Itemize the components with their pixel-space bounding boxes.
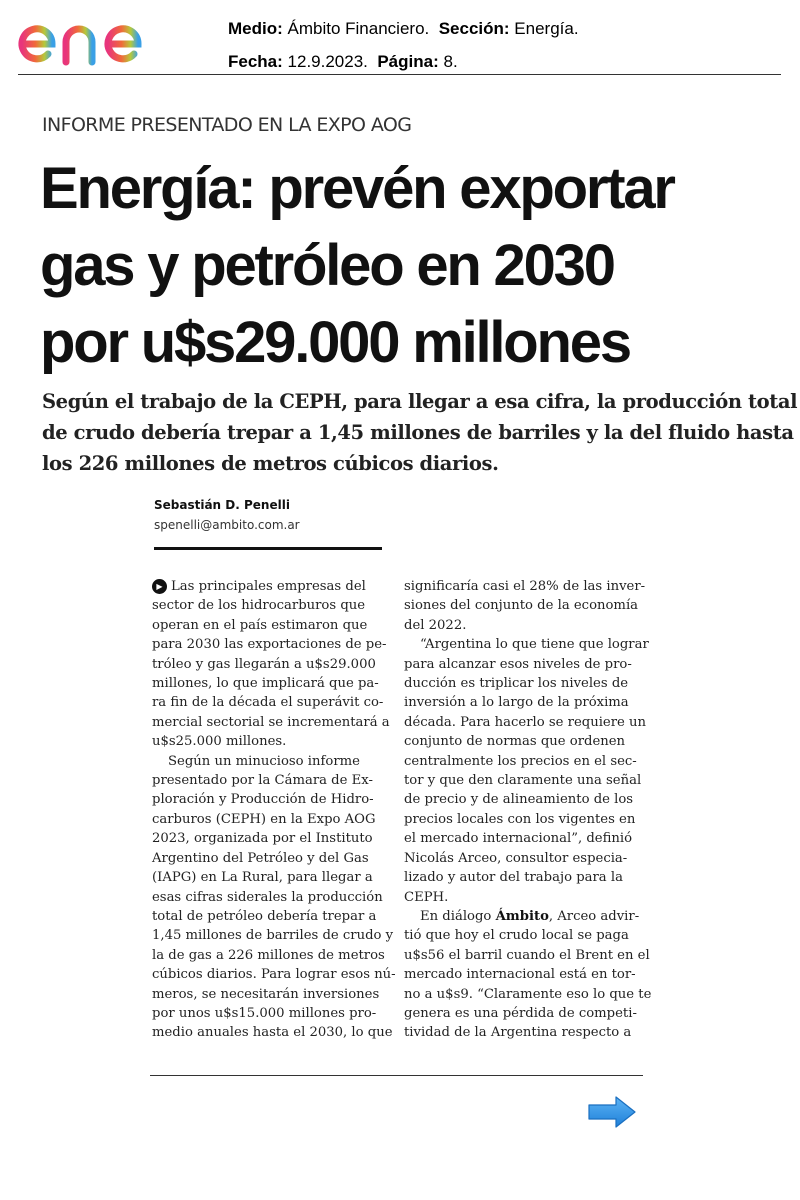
article-column-1 xyxy=(152,577,396,1043)
body-line: “Argentina lo que tiene que lograr xyxy=(420,637,649,653)
body-line: del 2022. xyxy=(404,617,467,633)
body-line: tróleo y gas llegarán a u$s29.000 xyxy=(152,656,376,672)
body-line: para alcanzar esos niveles de pro- xyxy=(404,656,632,672)
publication-name: Ámbito xyxy=(495,908,549,924)
article-subhead xyxy=(42,386,798,479)
body-line: por unos u$s15.000 millones pro- xyxy=(152,1005,377,1021)
body-line: centralmente los precios en el sec- xyxy=(404,753,637,769)
enel-logo xyxy=(16,6,181,68)
clipping-meta xyxy=(228,12,579,78)
body-line: el mercado internacional”, definió xyxy=(404,831,633,847)
body-line: 2023, organizada por el Instituto xyxy=(152,831,373,847)
body-line: 1,45 millones de barriles de crudo y xyxy=(152,928,394,944)
pagina-label: Página: xyxy=(377,52,439,71)
subhead-line: de crudo debería trepar a 1,45 millones de barriles y la del fluido hasta xyxy=(42,421,794,444)
body-line: medio anuales hasta el 2030, lo que xyxy=(152,1025,393,1041)
byline-divider xyxy=(154,547,382,550)
body-text: En diálogo xyxy=(420,908,492,924)
body-line: tió que hoy el crudo local se paga xyxy=(404,928,629,944)
headline-line: Energía: prevén exportar xyxy=(40,156,674,221)
author-email[interactable]: spenelli@ambito.com.ar xyxy=(154,518,300,532)
headline-line: por u$s29.000 millones xyxy=(40,310,630,375)
body-line: siones del conjunto de la economía xyxy=(404,598,639,614)
body-line: CEPH. xyxy=(404,889,449,905)
body-line: total de petróleo debería trepar a xyxy=(152,908,377,924)
arrow-right-icon[interactable] xyxy=(586,1094,638,1130)
body-line: Nicolás Arceo, consultor especia- xyxy=(404,850,628,866)
body-line: Según un minucioso informe xyxy=(168,753,360,769)
body-line: millones, lo que implicará que pa- xyxy=(152,676,379,692)
fecha-label: Fecha: xyxy=(228,52,283,71)
body-text: , Arceo advir- xyxy=(548,908,640,924)
body-line: sector de los hidrocarburos que xyxy=(152,598,366,614)
body-line: operan en el país estimaron que xyxy=(152,617,368,633)
body-line: no a u$s9. “Claramente eso lo que te xyxy=(404,986,652,1002)
body-line: significaría casi el 28% de las inver- xyxy=(404,579,646,594)
body-line: tor y que den claramente una señal xyxy=(404,773,642,789)
article-kicker: INFORME PRESENTADO EN LA EXPO AOG xyxy=(42,114,412,136)
body-line: meros, se necesitarán inversiones xyxy=(152,986,380,1002)
body-line: (IAPG) en La Rural, para llegar a xyxy=(152,870,373,886)
body-line: conjunto de normas que ordenen xyxy=(404,734,626,750)
meta-line-1 xyxy=(228,12,579,45)
fecha-value: 12.9.2023. xyxy=(287,52,368,71)
subhead-line: Según el trabajo de la CEPH, para llegar a esa cifra, la producción total xyxy=(42,390,798,413)
author-name: Sebastián D. Penelli xyxy=(154,498,290,512)
headline-line: gas y petróleo en 2030 xyxy=(40,233,614,298)
body-line: ▶ Las principales empresas del xyxy=(152,577,384,596)
body-line: Argentino del Petróleo y del Gas xyxy=(152,850,369,866)
body-line: carburos (CEPH) en la Expo AOG xyxy=(152,811,376,827)
body-line: presentado por la Cámara de Ex- xyxy=(152,773,373,789)
body-line: ducción es triplicar los niveles de xyxy=(404,676,629,692)
body-line: esas cifras siderales la producción xyxy=(152,889,383,905)
body-line: década. Para hacerlo se requiere un xyxy=(404,714,646,730)
body-line: precios locales con los vigentes en xyxy=(404,811,636,827)
body-line: u$s56 el barril cuando el Brent en el xyxy=(404,947,650,963)
subhead-line: los 226 millones de metros cúbicos diarios. xyxy=(42,452,499,475)
article-headline xyxy=(40,150,780,381)
body-line: ra fin de la década el superávit co- xyxy=(152,695,384,711)
body-line: cúbicos diarios. Para lograr esos nú- xyxy=(152,967,396,983)
body-line: lizado y autor del trabajo para la xyxy=(404,870,623,886)
body-line: de precio y de alineamiento de los xyxy=(404,792,634,808)
article-end-divider xyxy=(150,1075,643,1076)
body-line: mercado internacional está en tor- xyxy=(404,967,636,983)
medio-label: Medio: xyxy=(228,19,283,38)
body-line: ploración y Producción de Hidro- xyxy=(152,792,374,808)
header-divider xyxy=(18,74,781,75)
body-line: mercial sectorial se incrementará a xyxy=(152,714,390,730)
play-circle-icon: ▶ xyxy=(152,579,167,594)
seccion-label: Sección: xyxy=(438,19,510,38)
body-line: para 2030 las exportaciones de pe- xyxy=(152,637,387,653)
body-line: la de gas a 226 millones de metros xyxy=(152,947,385,963)
body-line: genera es una pérdida de competi- xyxy=(404,1005,637,1021)
article-column-2 xyxy=(404,577,652,1043)
body-line xyxy=(404,907,640,926)
body-line: inversión a lo largo de la próxima xyxy=(404,695,629,711)
body-line: tividad de la Argentina respecto a xyxy=(404,1025,632,1041)
body-line: u$s25.000 millones. xyxy=(152,734,287,750)
pagina-value: 8. xyxy=(443,52,458,71)
medio-value: Ámbito Financiero. xyxy=(287,19,430,38)
seccion-value: Energía. xyxy=(514,19,579,38)
